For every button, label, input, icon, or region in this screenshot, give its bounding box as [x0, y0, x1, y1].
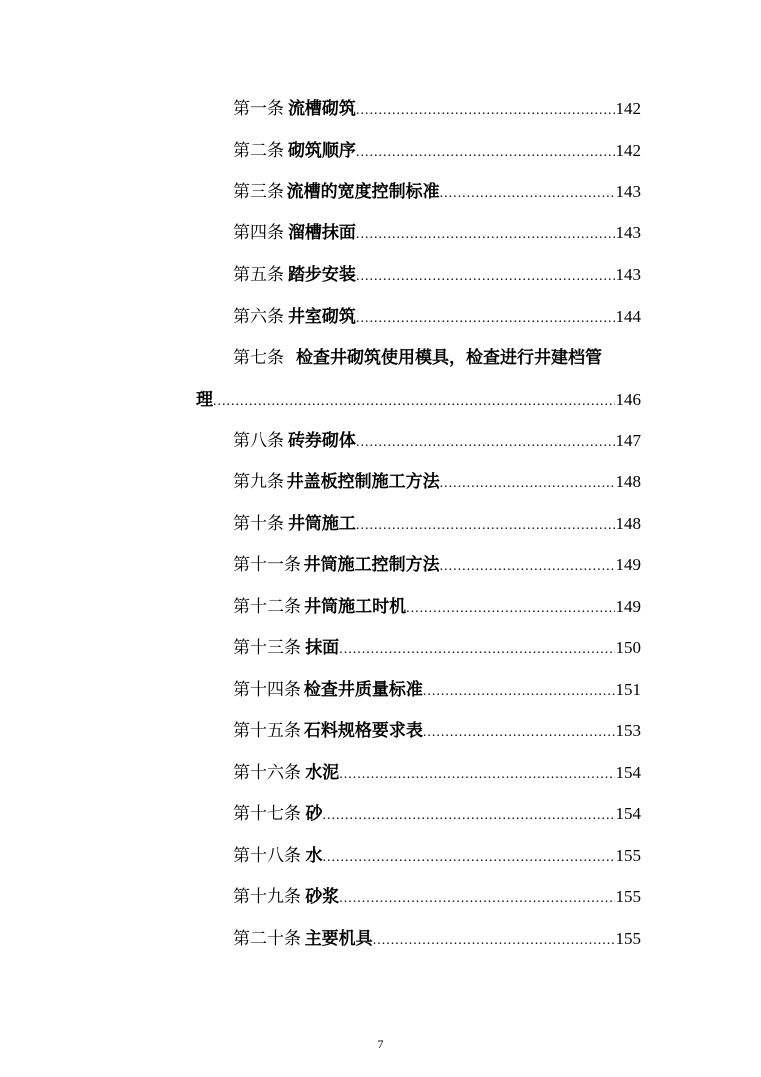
toc-entry-title: 井筒施工时机 [304, 597, 407, 617]
toc-entry-page: 143 [615, 265, 641, 284]
toc-entry-1[interactable] [233, 95, 641, 123]
toc-entry-number: 第十八条 [233, 846, 301, 866]
dot-leader [356, 429, 615, 457]
toc-entry-page: 154 [615, 763, 641, 782]
dot-leader [339, 636, 614, 664]
toc-entry-number: 第十六条 [233, 763, 301, 783]
toc-entry-page: 142 [615, 99, 641, 118]
toc-entry-number: 第十二条 [233, 597, 301, 617]
toc-entry-number: 第三条 [233, 182, 284, 202]
toc-entry-17[interactable] [233, 800, 641, 828]
toc-entry-9[interactable] [233, 468, 641, 496]
dot-leader [423, 719, 615, 747]
toc-entry-15[interactable] [233, 717, 641, 745]
toc-entry-18[interactable] [233, 842, 641, 870]
toc-entry-page: 155 [615, 887, 641, 906]
toc-entry-5[interactable] [233, 261, 641, 289]
toc-entry-page: 147 [615, 431, 641, 450]
toc-entry-10[interactable] [233, 510, 641, 538]
dot-leader [356, 512, 615, 540]
toc-entry-page: 148 [615, 514, 641, 533]
toc-entry-title: 抹面 [305, 638, 340, 658]
dot-leader [356, 305, 615, 333]
toc-entry-13[interactable] [233, 634, 641, 662]
toc-entry-page: 150 [615, 638, 641, 657]
toc-entry-4[interactable] [233, 219, 641, 247]
toc-entry-number: 第二十条 [233, 929, 301, 949]
toc-entry-page: 148 [615, 472, 641, 491]
toc-entry-title: 水 [305, 846, 323, 866]
dot-leader [322, 844, 614, 872]
dot-leader [322, 802, 614, 830]
toc-entry-12[interactable] [233, 593, 641, 621]
toc-entry-title: 井筒施工控制方法 [303, 555, 440, 575]
toc-entry-title: 砖券砌体 [287, 431, 356, 451]
toc-entry-7[interactable] [233, 344, 641, 372]
toc-entry-page: 143 [615, 182, 641, 201]
toc-entry-number: 第十五条 [233, 721, 301, 741]
toc-entry-number: 第九条 [233, 472, 284, 492]
toc-entry-page: 144 [615, 307, 641, 326]
dot-leader [373, 927, 615, 955]
dot-leader [406, 595, 614, 623]
toc-entry-title: 砂 [305, 804, 323, 824]
toc-entry-title: 砂浆 [305, 887, 340, 907]
toc-entry-page: 146 [615, 390, 641, 409]
toc-entry-number: 第八条 [233, 431, 284, 451]
toc-entry-title: 石料规格要求表 [303, 721, 423, 741]
toc-entry-number: 第十七条 [233, 804, 301, 824]
toc-entry-page: 149 [615, 555, 641, 574]
dot-leader [356, 97, 615, 125]
toc-entry-11[interactable] [233, 551, 641, 579]
toc-entry-3[interactable] [233, 178, 641, 206]
toc-entry-page: 154 [615, 804, 641, 823]
dot-leader [440, 553, 615, 581]
toc-entry-title: 溜槽抹面 [287, 223, 356, 243]
toc-entry-page: 151 [615, 680, 641, 699]
dot-leader [356, 221, 615, 249]
toc-entry-number: 第一条 [233, 99, 284, 119]
toc-entry-title-continuation: 理 [196, 390, 213, 410]
dot-leader [356, 263, 615, 291]
toc-entry-number: 第二条 [233, 141, 284, 161]
toc-entry-number: 第六条 [233, 307, 284, 327]
toc-entry-title: 砌筑顺序 [287, 141, 356, 161]
toc-entry-19[interactable] [233, 883, 641, 911]
toc-entry-title: 井室砌筑 [287, 307, 356, 327]
toc-entry-title: 流槽砌筑 [287, 99, 356, 119]
toc-entry-title: 主要机具 [304, 929, 373, 949]
toc-entry-page: 143 [615, 223, 641, 242]
toc-entry-page: 142 [615, 141, 641, 160]
toc-entry-page: 149 [615, 597, 641, 616]
toc-entry-20[interactable] [233, 925, 641, 953]
dot-leader [440, 180, 615, 208]
toc-entry-page: 155 [615, 846, 641, 865]
toc-entry-page: 155 [615, 929, 641, 948]
toc-entry-2[interactable] [233, 137, 641, 165]
dot-leader [339, 885, 614, 913]
toc-entry-title: 水泥 [305, 763, 340, 783]
toc-entry-number: 第十九条 [233, 887, 301, 907]
toc-entry-page: 153 [615, 721, 641, 740]
toc-entry-number: 第五条 [233, 265, 284, 285]
toc-entry-6[interactable] [233, 303, 641, 331]
toc-entry-16[interactable] [233, 759, 641, 787]
toc-entry-number: 第四条 [233, 223, 284, 243]
toc-entry-title: 流槽的宽度控制标准 [286, 182, 440, 202]
toc-entry-7-continuation[interactable] [196, 386, 641, 414]
toc-entry-title: 踏步安装 [287, 265, 356, 285]
dot-leader [213, 388, 615, 416]
toc-entry-title: 检查井质量标准 [303, 680, 423, 700]
page-number: 7 [377, 1037, 384, 1051]
dot-leader [339, 761, 614, 789]
toc-entry-number: 第十条 [233, 514, 284, 534]
toc-entry-14[interactable] [233, 676, 641, 704]
toc-entry-number: 第十四条 [233, 680, 301, 700]
toc-entry-number: 第十一条 [233, 555, 301, 575]
toc-entry-number: 第七条 [233, 348, 284, 368]
toc-entry-title: 检查井砌筑使用模具，检查进行井建档管 [296, 348, 602, 368]
toc-entry-number: 第十三条 [233, 638, 301, 658]
dot-leader [423, 678, 615, 706]
toc-entry-title: 井盖板控制施工方法 [286, 472, 440, 492]
toc-entry-8[interactable] [233, 427, 641, 455]
dot-leader [356, 139, 615, 167]
toc-entry-title: 井筒施工 [287, 514, 356, 534]
dot-leader [440, 470, 615, 498]
